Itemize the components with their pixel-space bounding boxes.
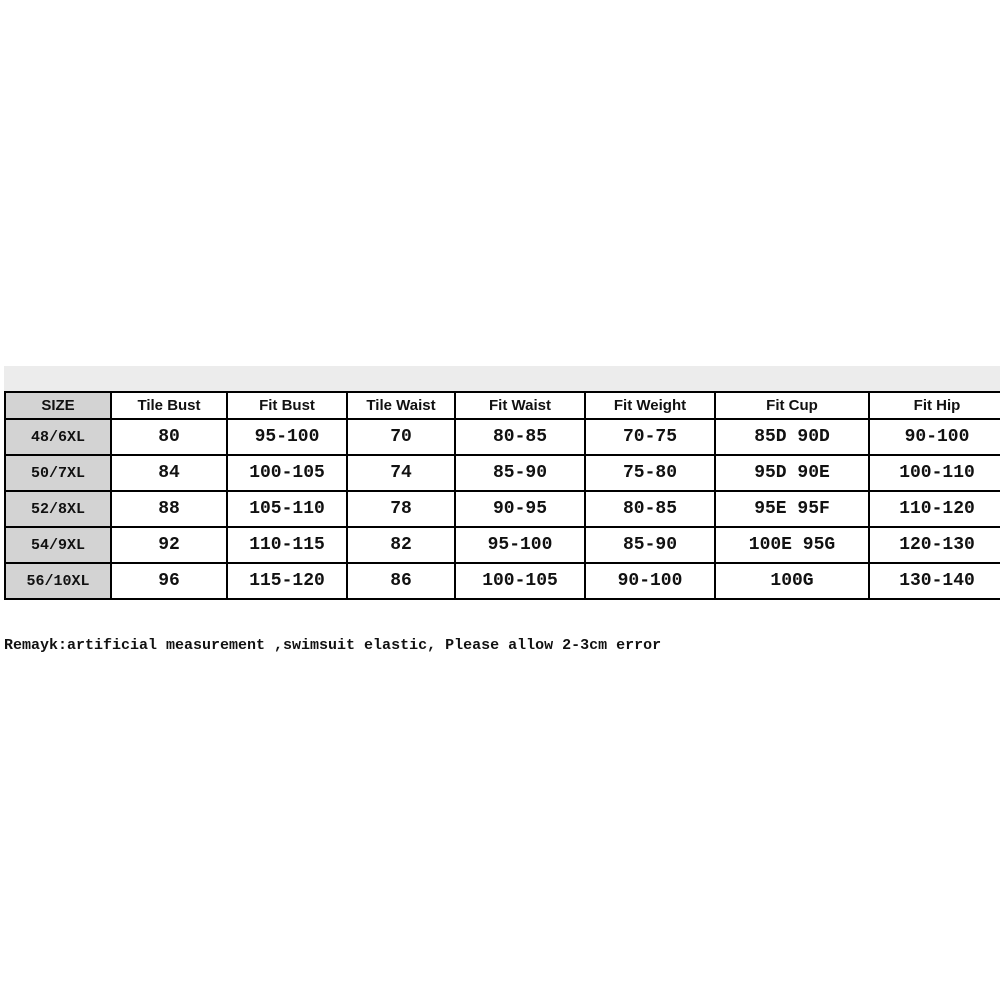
size-cell: 48/6XL (5, 419, 111, 455)
column-header-fit-hip: Fit Hip (869, 392, 1000, 419)
fit-waist-cell: 90-95 (455, 491, 585, 527)
fit-weight-cell: 70-75 (585, 419, 715, 455)
table-row (5, 491, 1000, 527)
fit-bust-cell: 115-120 (227, 563, 347, 599)
fit-cup-cell: 95D 90E (715, 455, 869, 491)
table-row (5, 419, 1000, 455)
fit-weight-cell: 75-80 (585, 455, 715, 491)
tile-bust-cell: 88 (111, 491, 227, 527)
fit-cup-cell: 85D 90D (715, 419, 869, 455)
fit-weight-cell: 80-85 (585, 491, 715, 527)
fit-bust-cell: 100-105 (227, 455, 347, 491)
size-chart-table (4, 391, 1000, 600)
column-header-tile-bust: Tile Bust (111, 392, 227, 419)
size-cell: 52/8XL (5, 491, 111, 527)
size-cell: 54/9XL (5, 527, 111, 563)
column-header-fit-waist: Fit Waist (455, 392, 585, 419)
column-header-tile-waist: Tile Waist (347, 392, 455, 419)
tile-bust-cell: 80 (111, 419, 227, 455)
fit-bust-cell: 110-115 (227, 527, 347, 563)
column-header-fit-weight: Fit Weight (585, 392, 715, 419)
fit-waist-cell: 85-90 (455, 455, 585, 491)
size-cell: 50/7XL (5, 455, 111, 491)
fit-cup-cell: 100G (715, 563, 869, 599)
fit-hip-cell: 110-120 (869, 491, 1000, 527)
tile-waist-cell: 70 (347, 419, 455, 455)
tile-waist-cell: 86 (347, 563, 455, 599)
fit-bust-cell: 95-100 (227, 419, 347, 455)
fit-waist-cell: 100-105 (455, 563, 585, 599)
remark-note: Remayk:artificial measurement ,swimsuit elastic, Please allow 2-3cm error (4, 637, 662, 654)
fit-waist-cell: 80-85 (455, 419, 585, 455)
fit-bust-cell: 105-110 (227, 491, 347, 527)
table-row (5, 527, 1000, 563)
fit-hip-cell: 120-130 (869, 527, 1000, 563)
table-row (5, 563, 1000, 599)
tile-bust-cell: 92 (111, 527, 227, 563)
fit-hip-cell: 100-110 (869, 455, 1000, 491)
fit-cup-cell: 95E 95F (715, 491, 869, 527)
fit-waist-cell: 95-100 (455, 527, 585, 563)
column-header-fit-cup: Fit Cup (715, 392, 869, 419)
fit-cup-cell: 100E 95G (715, 527, 869, 563)
tile-waist-cell: 78 (347, 491, 455, 527)
fit-hip-cell: 130-140 (869, 563, 1000, 599)
fit-weight-cell: 90-100 (585, 563, 715, 599)
column-header-size: SIZE (5, 392, 111, 419)
table-header-row (5, 392, 1000, 419)
tile-bust-cell: 84 (111, 455, 227, 491)
column-header-fit-bust: Fit Bust (227, 392, 347, 419)
tile-waist-cell: 74 (347, 455, 455, 491)
fit-weight-cell: 85-90 (585, 527, 715, 563)
tile-waist-cell: 82 (347, 527, 455, 563)
tile-bust-cell: 96 (111, 563, 227, 599)
size-cell: 56/10XL (5, 563, 111, 599)
table-row (5, 455, 1000, 491)
table-top-band (4, 366, 1000, 392)
fit-hip-cell: 90-100 (869, 419, 1000, 455)
